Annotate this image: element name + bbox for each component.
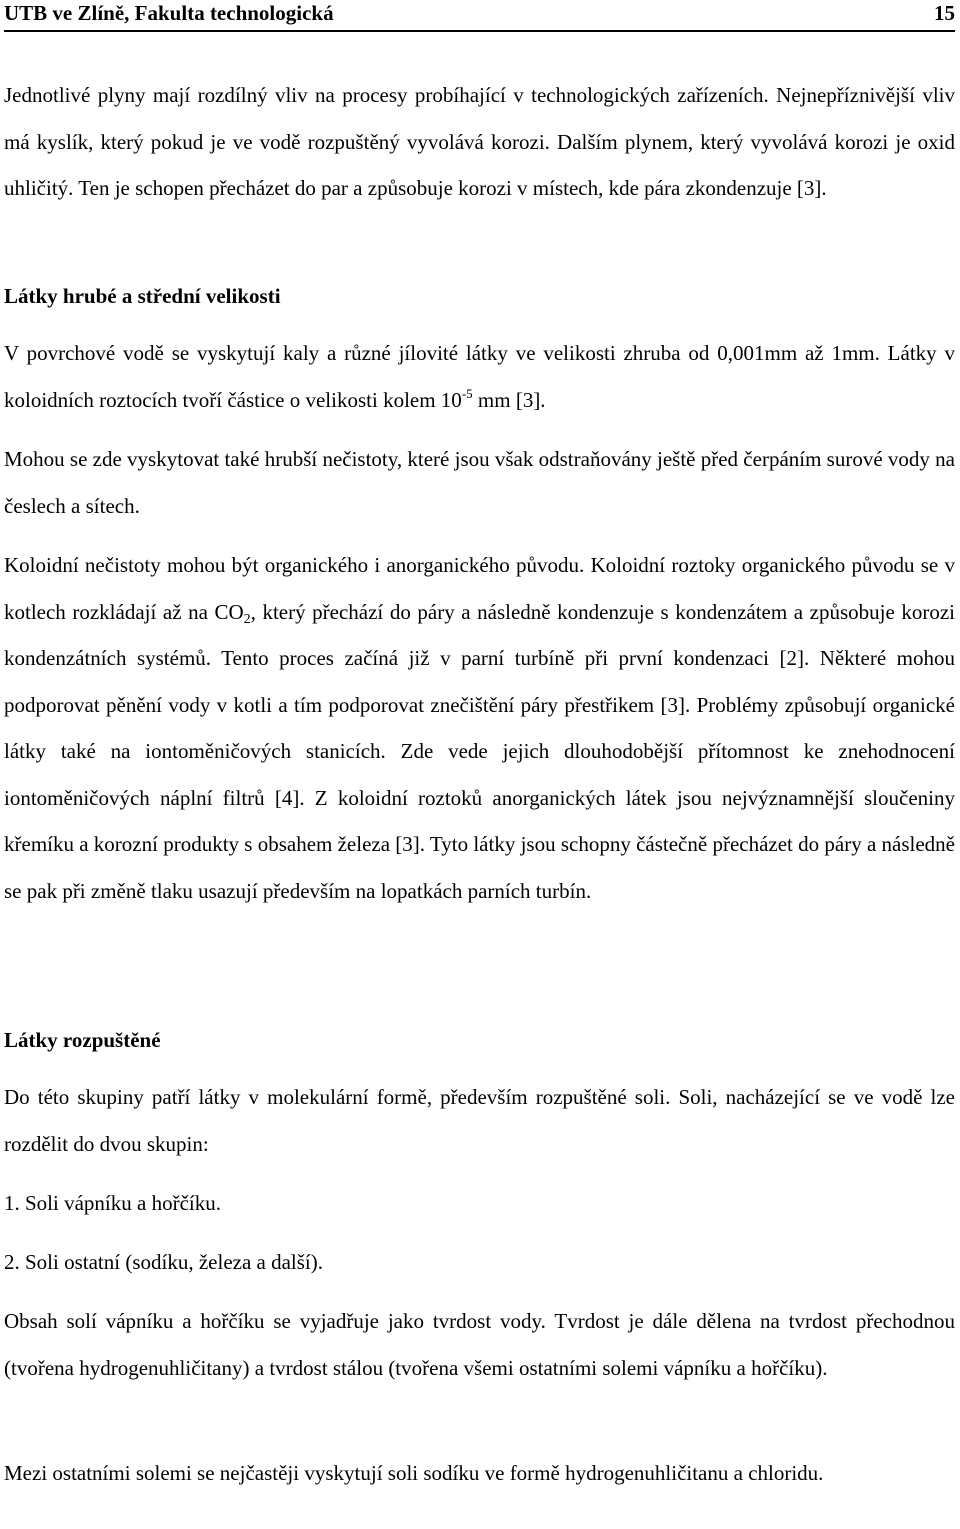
- exponent: -5: [461, 385, 473, 401]
- paragraph-water-hardness: Obsah solí vápníku a hořčíku se vyjadřuje jako tvrdost vody. Tvrdost je dále dělena na tvrdost přechodnou (tvořena hydrogenuhličitany) a tvrdost stálou (tvořena všemi ostatními solemi vápníku a hořčíku).: [4, 1309, 955, 1380]
- paragraph-sludge-text: V povrchové vodě se vyskytují kaly a různé jílovité látky ve velikosti zhruba od 0,001mm až 1mm. Látky v koloidních roztocích tvoří částice o velikosti kolem 10: [4, 341, 955, 412]
- list-item-1: 1. Soli vápníku a hořčíku.: [4, 1191, 221, 1215]
- paragraph-other-salts: Mezi ostatními solemi se nejčastěji vyskytují soli sodíku ve formě hydrogenuhličitanu a chloridu.: [4, 1461, 824, 1485]
- paragraph-sludge-sizes: [4, 330, 955, 423]
- paragraph-colloidal-text: Koloidní nečistoty mohou být organického i anorganického původu. Koloidní roztoky organického původu se v kotlech rozkládají až na CO: [4, 553, 955, 624]
- paragraph-sludge-tail: mm [3].: [472, 387, 546, 412]
- section-heading-coarse-substances: Látky hrubé a střední velikosti: [4, 284, 281, 308]
- page-number: 15: [934, 1, 955, 25]
- page-header: [4, 0, 955, 32]
- paragraph-coarse-impurities: Mohou se zde vyskytovat také hrubší nečistoty, které jsou však odstraňovány ještě před čerpáním surové vody na česlech a sítech.: [4, 447, 955, 518]
- list-item-2: 2. Soli ostatní (sodíku, železa a další).: [4, 1250, 324, 1274]
- header-title: UTB ve Zlíně, Fakulta technologická: [4, 1, 334, 25]
- subscript: 2: [243, 611, 251, 627]
- paragraph-colloidal-impurities: [4, 542, 955, 914]
- paragraph-colloidal-tail: , který přechází do páry a následně kondenzuje s kondenzátem a způsobuje korozi kondenzátních systémů. Tento proces začíná již v parní turbíně při první kondenzaci [2]. Některé mohou podporovat pěnění vody v kotli a tím podporovat znečištění páry přestřikem [3]. Problémy způsobují organické látky také na iontoměničových stanicích. Zde vede jejich dlouhodobější přítomnost ke znehodnocení iontoměničových náplní filtrů [4]. Z koloidní roztoků anorganických látek jsou nejvýznamnější sloučeniny křemíku a korozní produkty s obsahem železa [3]. Tyto látky jsou schopny částečně přecházet do páry a následně se pak při změně tlaku usazují především na lopatkách parních turbín.: [4, 599, 955, 903]
- section-heading-dissolved-substances: Látky rozpuštěné: [4, 1028, 161, 1052]
- paragraph-gases: Jednotlivé plyny mají rozdílný vliv na procesy probíhající v technologických zařízeních. Nejnepříznivější vliv má kyslík, který pokud je ve vodě rozpuštěný vyvolává korozi. Dalším plynem, který vyvolává korozi je oxid uhličitý. Ten je schopen přecházet do par a způsobuje korozi v místech, kde pára zkondenzuje [3].: [4, 83, 955, 200]
- paragraph-dissolved-intro: Do této skupiny patří látky v molekulární formě, především rozpuštěné soli. Soli, nacházející se ve vodě lze rozdělit do dvou skupin:: [4, 1085, 955, 1156]
